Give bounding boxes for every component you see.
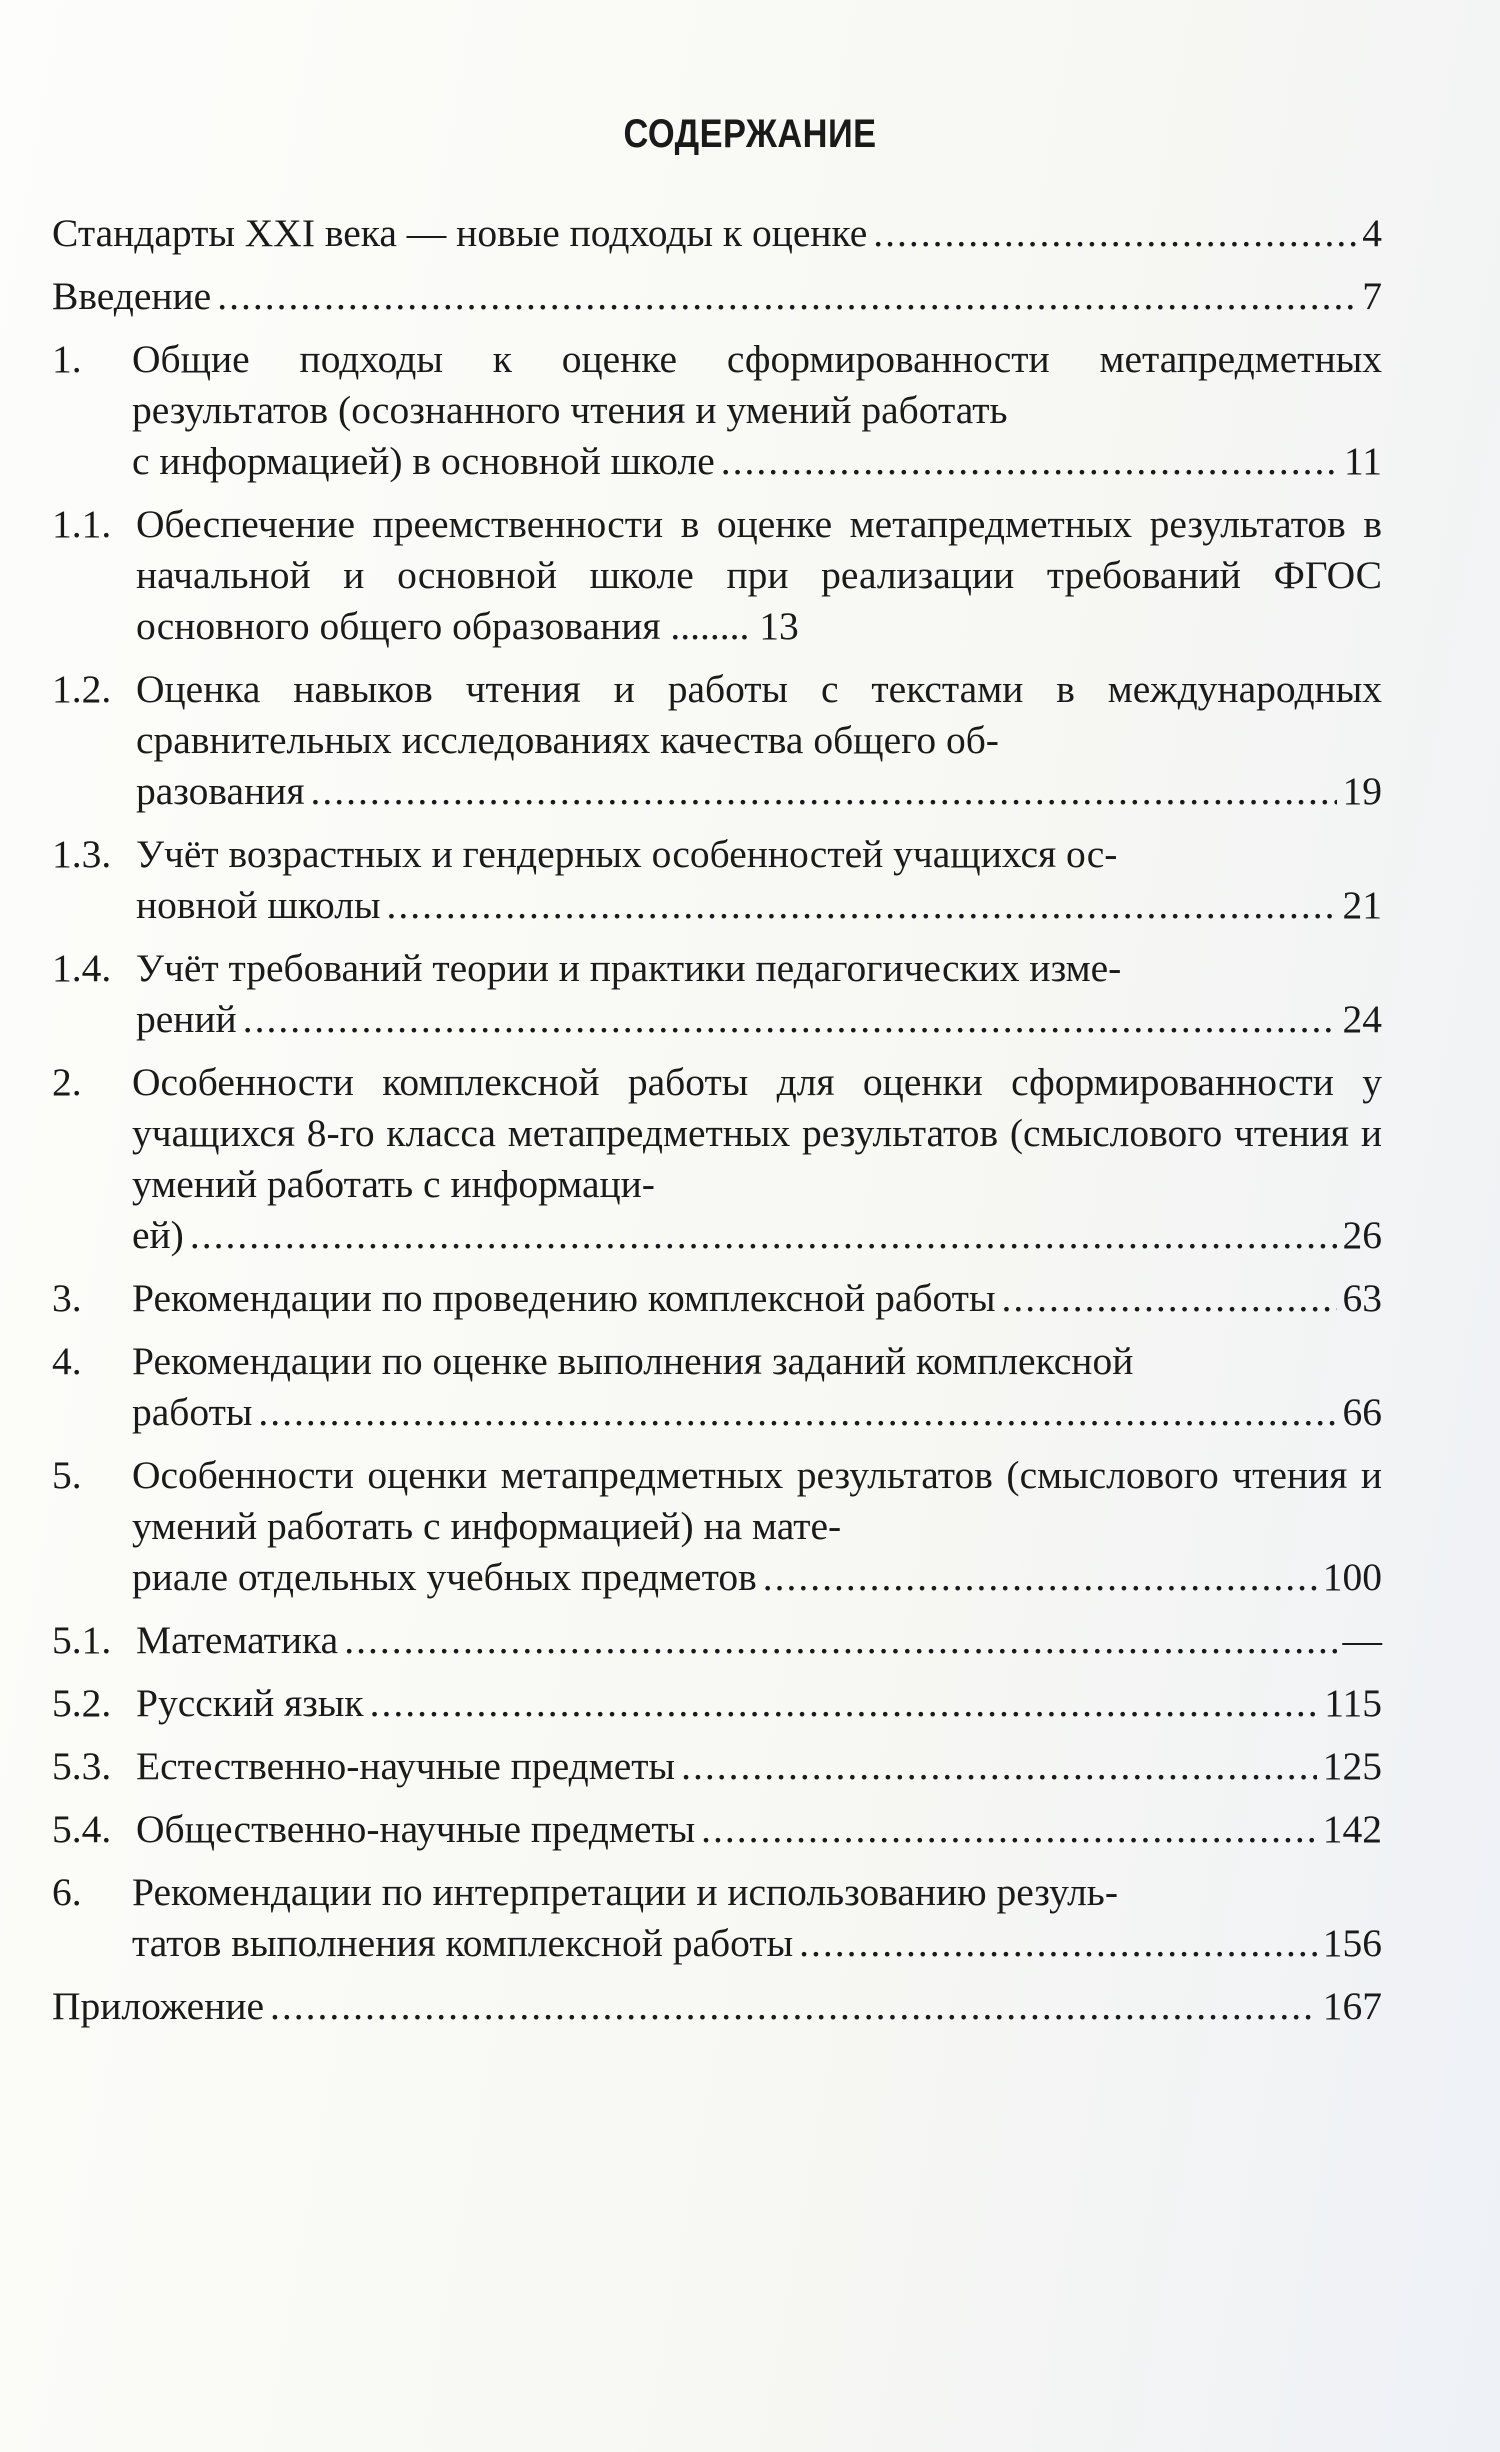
- toc-entry: [52, 1273, 1382, 1324]
- toc-entry-number: 5.1.: [52, 1618, 112, 1662]
- toc-entry-page: 19: [1342, 769, 1382, 813]
- toc-entry: [52, 1867, 1382, 1969]
- toc-entry-title: Учёт возрастных и гендерных особенностей учащихся ос-: [136, 832, 1118, 876]
- toc-entry-number: 1.1.: [52, 502, 112, 546]
- toc-entry-number: 1.3.: [52, 832, 112, 876]
- toc-entry-title-end: риале отдельных учебных предметов: [132, 1555, 757, 1599]
- toc-entry-page: 156: [1322, 1921, 1382, 1965]
- toc-entry-number: 2.: [52, 1060, 82, 1104]
- toc-entry: [52, 1450, 1382, 1603]
- dot-leader: [370, 1678, 1319, 1729]
- toc-entry-number: 1.4.: [52, 946, 112, 990]
- toc-entry: [52, 1804, 1382, 1855]
- table-of-contents: [52, 208, 1382, 2044]
- dot-leader: [270, 1981, 1317, 2032]
- toc-entry-page: 142: [1322, 1807, 1382, 1851]
- toc-entry-number: 1.: [52, 337, 82, 381]
- toc-entry-title: Русский язык: [136, 1681, 364, 1725]
- dot-leader: [681, 1741, 1317, 1792]
- toc-entry-page: 26: [1342, 1213, 1382, 1257]
- toc-entry-page: 66: [1342, 1390, 1382, 1434]
- dot-leader: [344, 1615, 1336, 1666]
- toc-entry-title-end: рений: [136, 997, 237, 1041]
- dot-leader: [721, 436, 1338, 487]
- page-title: СОДЕРЖАНИЕ: [623, 112, 877, 156]
- toc-entry-title: Учёт требований теории и практики педагогических изме-: [136, 946, 1122, 990]
- dot-leader: ........: [660, 604, 760, 648]
- toc-entry-title: Рекомендации по оценке выполнения заданий комплексной: [132, 1339, 1134, 1383]
- toc-entry-page: 4: [1362, 211, 1382, 255]
- toc-entry-title: Общие подходы к оценке сформированности метапредметных результатов (осознанного чтения и умений работать: [132, 337, 1382, 432]
- toc-entry-title: Введение: [52, 274, 212, 318]
- toc-entry-title-end: татов выполнения комплексной работы: [132, 1921, 794, 1965]
- dot-leader: [799, 1918, 1317, 1969]
- toc-entry-title: Оценка навыков чтения и работы с текстами в международных сравнительных исследованиях качества общего об-: [136, 667, 1382, 762]
- toc-entry-page: 115: [1324, 1681, 1382, 1725]
- toc-entry: [52, 943, 1382, 1045]
- toc-entry-page: 63: [1342, 1276, 1382, 1320]
- toc-entry-title-end: работы: [132, 1390, 253, 1434]
- toc-entry-number: 4.: [52, 1339, 82, 1383]
- dot-leader: [387, 880, 1337, 931]
- toc-entry-title: Особенности оценки метапредметных результатов (смыслового чтения и умений работать с информацией) на мате-: [132, 1453, 1382, 1548]
- toc-entry-page: 21: [1342, 883, 1382, 927]
- toc-entry-page: 167: [1322, 1984, 1382, 2028]
- toc-entry-title: Особенности комплексной работы для оценки сформированности у учащихся 8-го класса метапредметных результатов (смыслового чтения и умений работать с информаци-: [132, 1060, 1382, 1206]
- toc-entry: [52, 1615, 1382, 1666]
- toc-entry-page: 100: [1322, 1555, 1382, 1599]
- toc-entry-page: 125: [1322, 1744, 1382, 1788]
- toc-entry-title-end: разования: [136, 769, 305, 813]
- toc-entry-title: Стандарты XXI века — новые подходы к оценке: [52, 211, 868, 255]
- toc-entry-title-end: новной школы: [136, 883, 381, 927]
- toc-entry: [52, 334, 1382, 487]
- toc-entry-number: 3.: [52, 1276, 82, 1320]
- toc-entry: [52, 1741, 1382, 1792]
- toc-entry-title: Общественно-научные предметы: [136, 1807, 696, 1851]
- toc-entry-number: 5.4.: [52, 1807, 112, 1851]
- dot-leader: [190, 1210, 1337, 1261]
- toc-entry: [52, 1336, 1382, 1438]
- dot-leader: [258, 1387, 1336, 1438]
- toc-entry-page: —: [1342, 1618, 1382, 1662]
- toc-entry-page: 7: [1362, 274, 1382, 318]
- toc-entry-title: Математика: [136, 1618, 339, 1662]
- toc-entry: [52, 499, 1382, 652]
- dot-leader: [763, 1552, 1317, 1603]
- toc-entry-number: 6.: [52, 1870, 82, 1914]
- toc-entry-title: Рекомендации по проведению комплексной работы: [132, 1276, 996, 1320]
- toc-entry-title-end: с информацией) в основной школе: [132, 439, 715, 483]
- toc-entry-title: Приложение: [52, 1984, 265, 2028]
- toc-entry: [52, 1057, 1382, 1261]
- toc-entry: [52, 1678, 1382, 1729]
- toc-entry: [52, 208, 1382, 259]
- toc-entry-number: 1.2.: [52, 667, 112, 711]
- dot-leader: [217, 271, 1356, 322]
- toc-entry: [52, 829, 1382, 931]
- dot-leader: [701, 1804, 1317, 1855]
- toc-entry-title: Рекомендации по интерпретации и использованию резуль-: [132, 1870, 1118, 1914]
- toc-entry: [52, 664, 1382, 817]
- toc-entry-number: 5.3.: [52, 1744, 112, 1788]
- toc-entry-page: 24: [1342, 997, 1382, 1041]
- toc-entry-number: 5.: [52, 1453, 82, 1497]
- toc-entry-title: Обеспечение преемственности в оценке метапредметных результатов в начальной и основной школе при реализации требований ФГОС основного общего образования: [136, 502, 1382, 648]
- dot-leader: [243, 994, 1337, 1045]
- toc-entry-number: 5.2.: [52, 1681, 112, 1725]
- toc-entry: [52, 1981, 1382, 2032]
- dot-leader: [873, 208, 1356, 259]
- toc-entry: [52, 271, 1382, 322]
- dot-leader: [311, 766, 1337, 817]
- dot-leader: [1001, 1273, 1336, 1324]
- toc-entry-page: 13: [759, 604, 799, 648]
- toc-entry-title-end: ей): [132, 1213, 184, 1257]
- toc-entry-page: 11: [1343, 439, 1382, 483]
- toc-entry-title: Естественно-научные предметы: [136, 1744, 676, 1788]
